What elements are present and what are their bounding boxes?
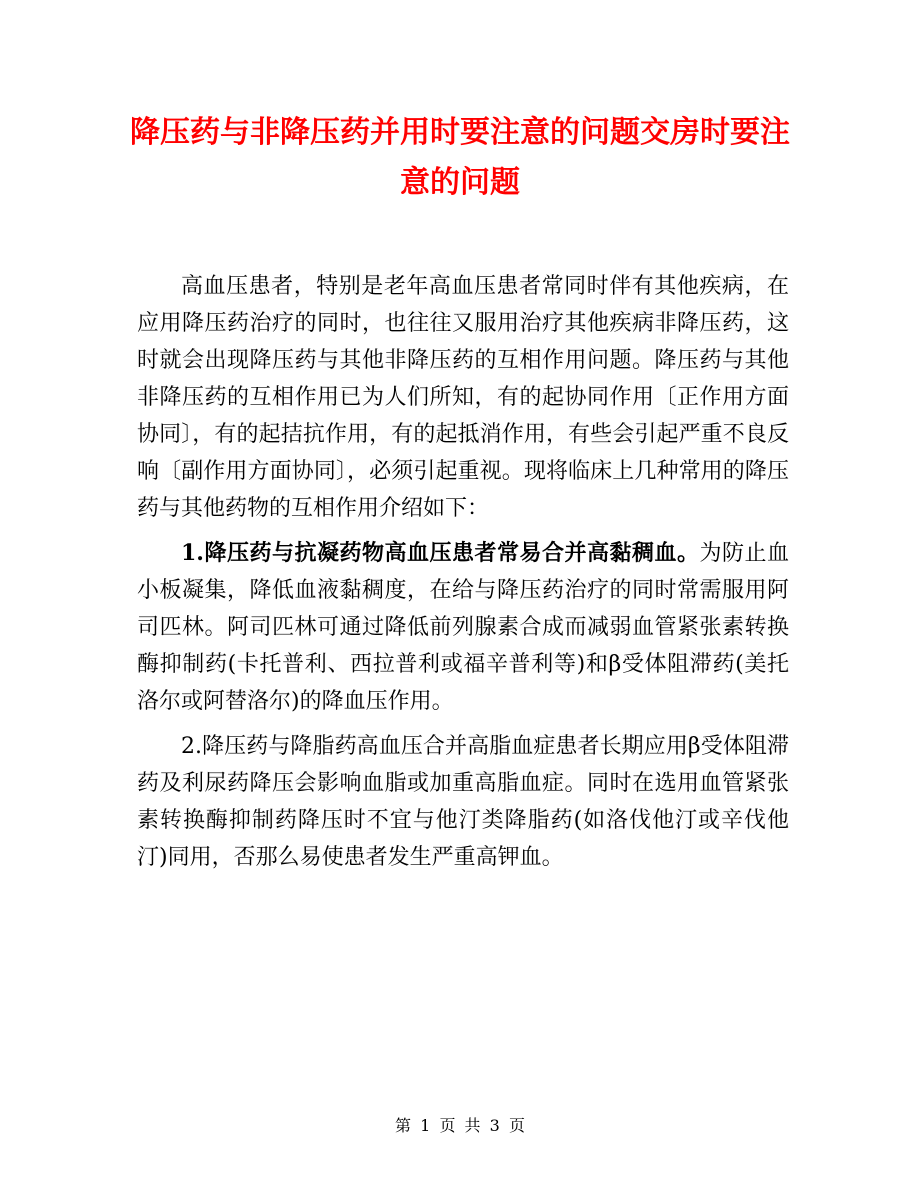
paragraph-body-anticoagulant: 为防止血小板凝集，降低血液黏稠度，在给与降压药治疗的同时常需服用阿司匹林。阿司匹林可通过降低前列腺素合成而减弱血管紧张素转换酶抑制药(卡托普利、西拉普利或福辛普利等)和β受体阻滞药(美托洛尔或阿替洛尔)的降血压作用。 [137,541,789,714]
document-title: 降压药与非降压药并用时要注意的问题交房时要注意的问题 [130,115,790,200]
footer-total-pages: 3 [489,1116,500,1135]
paragraph-anticoagulant [137,535,789,720]
paragraph-intro: 高血压患者，特别是老年高血压患者常同时伴有其他疾病，在应用降压药治疗的同时，也往往又服用治疗其他疾病非降压药，这时就会出现降压药与其他非降压药的互相作用问题。降压药与其他非降压药的互相作用已为人们所知，有的起协同作用〔正作用方面协同〕，有的起拮抗作用，有的起抵消作用，有些会引起严重不良反响〔副作用方面协同〕，必须引起重视。现将临床上几种常用的降压药与其他药物的互相作用介绍如下： [137,274,789,521]
page-footer [0,1113,920,1136]
footer-label-page: 页 [439,1116,456,1135]
footer-label-total: 共 [464,1116,481,1135]
footer-current-page: 1 [420,1116,431,1135]
footer-label-prefix: 第 [395,1116,412,1135]
paragraph-heading-anticoagulant: 1.降压药与抗凝药物高血压患者常易合并高黏稠血。 [181,540,700,566]
footer-label-suffix: 页 [508,1116,525,1135]
paragraph-lipid-lowering: 2.降压药与降脂药高血压合并高脂血症患者长期应用β受体阻滞药及利尿药降压会影响血脂或加重高脂血症。同时在选用血管紧张素转换酶抑制药降压时不宜与他汀类降脂药(如洛伐他汀或辛伐他汀)同用，否那么易使患者发生严重高钾血。 [137,734,789,870]
document-body [137,268,789,884]
